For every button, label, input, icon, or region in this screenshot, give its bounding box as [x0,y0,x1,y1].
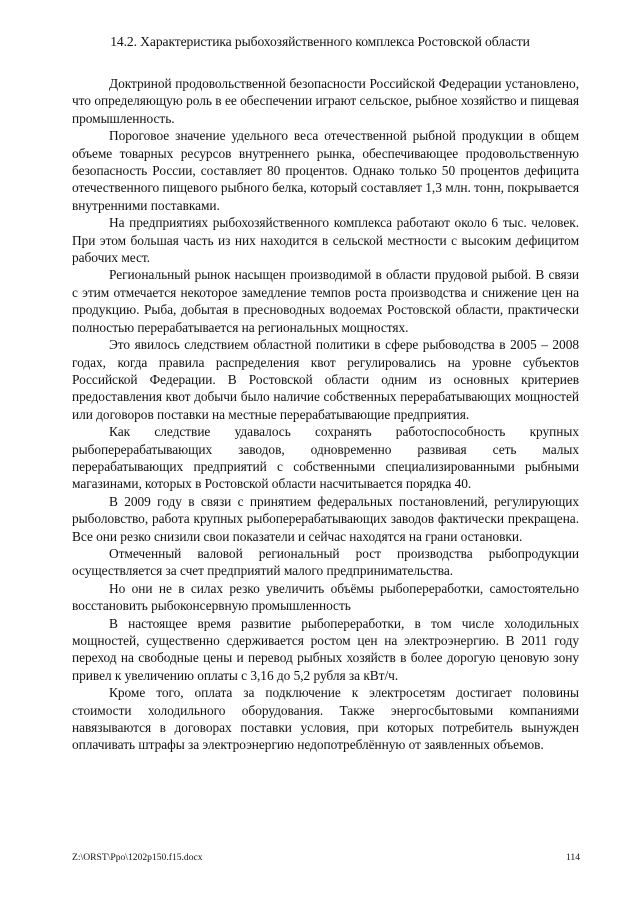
paragraph: Отмеченный валовой региональный рост производства рыбопродукции осуществляется за счет предприятий малого предпринимательства. [72,545,579,579]
paragraph: Пороговое значение удельного веса отечественной рыбной продукции в общем объеме товарных ресурсов внутреннего рынка, обеспечивающее продовольственную безопасность России, составляет 80 процентов. Однако только 50 процентов дефицита отечественного пищевого рыбного белка, который составляет 1,3 млн. тонн, покрывается внутренними поставками. [72,128,579,213]
paragraph: Доктриной продовольственной безопасности Российской Федерации установлено, что определяющую роль в ее обеспечении играют сельское, рыбное хозяйство и пищевая промышленность. [72,76,579,126]
paragraph: В настоящее время развитие рыбопереработки, в том числе холодильных мощностей, существенно сдерживается ростом цен на электроэнергию. В 2011 году переход на свободные цены и перевод рыбных хозяйств в более дорогую ценовую зону привел к увеличению оплаты с 3,16 до 5,2 рубля за кВт/ч. [72,615,579,683]
body-text [72,75,579,754]
paragraph: Кроме того, оплата за подключение к электросетям достигает половины стоимости холодильного оборудования. Также энергосбытовыми компаниями навязываются в договорах поставки условия, при которых потребитель вынужден оплачивать штрафы за электроэнергию недопотреблённую от заявленных объемов. [72,685,579,753]
paragraph: Региональный рынок насыщен производимой в области прудовой рыбой. В связи с этим отмечается некоторое замедление темпов роста производства и снижение цен на продукцию. Рыба, добытая в пресноводных водоемах Ростовской области, практически полностью перерабатывается на региональных мощностях. [72,267,579,335]
paragraph: Как следствие удавалось сохранять работоспособность крупных рыбоперерабатывающих заводов, одновременно развивая сеть малых перерабатывающих предприятий с собственными специализированными рыбными магазинами, которых в Ростовской области насчитывается порядка 40. [72,424,579,492]
paragraph: На предприятиях рыбохозяйственного комплекса работают около 6 тыс. человек. При этом большая часть из них находится в сельской местности с высоким дефицитом рабочих мест. [72,215,579,266]
paragraph: Это явилось следствием областной политики в сфере рыбоводства в 2005 – 2008 годах, когда правила распределения квот регулировались на уровне субъектов Российской Федерации. В Ростовской области одним из основных критериев предоставления квот добычи было наличие собственных перерабатывающих мощностей или договоров поставки на местные перерабатывающие предприятия. [72,337,579,422]
footer-file-path: Z:\ORST\Ppo\1202p150.f15.docx [72,852,203,863]
footer-page-number: 114 [565,852,580,863]
section-heading: 14.2. Характеристика рыбохозяйственного комплекса Ростовской области [110,34,530,49]
paragraph: Но они не в силах резко увеличить объёмы рыбопереработки, самостоятельно восстановить рыбоконсервную промышленность [72,580,579,614]
paragraph: В 2009 году в связи с принятием федеральных постановлений, регулирующих рыболовство, работа крупных рыбоперерабатывающих заводов фактически прекращена. Все они резко снизили свои показатели и сейчас находятся на грани остановки. [72,493,579,544]
